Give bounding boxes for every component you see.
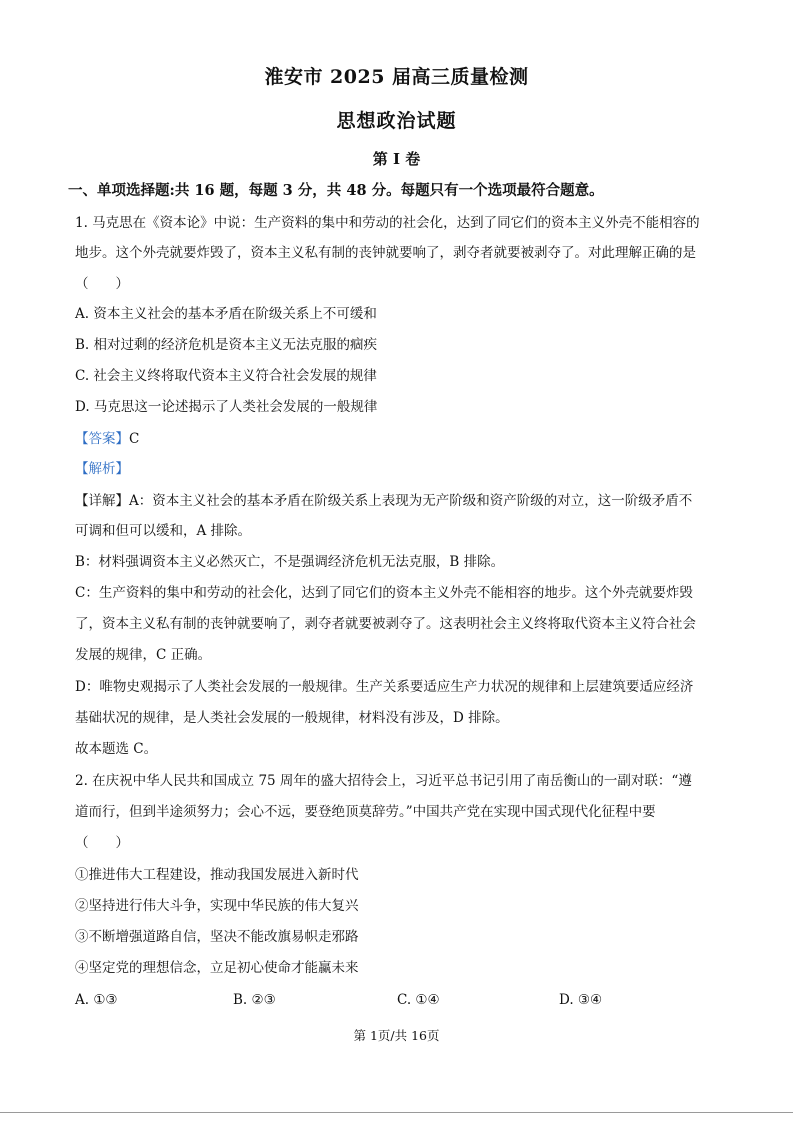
bottom-divider [0, 1112, 793, 1113]
q1-detail-a-line-1 [75, 492, 725, 510]
exam-title: 淮安市 2025 届高三质量检测 [264, 66, 529, 88]
q1-detail-c-line-3: 发展的规律，C 正确。 [75, 647, 212, 663]
q1-stem-line-2: 地步。这个外壳就要炸毁了，资本主义私有制的丧钟就要响了，剥夺者就要被剥夺了。对此理解正确的是 [75, 245, 696, 261]
q2-option-b: B. ②③ [233, 992, 276, 1008]
q1-option-a: A. 资本主义社会的基本矛盾在阶级关系上不可缓和 [75, 306, 377, 322]
q1-analysis-tag [75, 460, 725, 478]
answer-tag: 【答案】 [75, 431, 129, 447]
q1-answer [75, 430, 725, 448]
q2-stem-line-2: 道而行，但到半途须努力；会心不远，要登绝顶莫辞劳。”中国共产党在实现中国式现代化征程中要 [75, 804, 656, 820]
volume-label: 第 I 卷 [372, 150, 421, 168]
q2-stem-line-1: 2. 在庆祝中华人民共和国成立 75 周年的盛大招待会上，习近平总书记引用了南岳衡山的一副对联：“遵 [75, 773, 692, 789]
q2-option-d: D. ③④ [559, 992, 603, 1008]
answer-value: C [129, 431, 140, 447]
q2-item-2: ②坚持进行伟大斗争，实现中华民族的伟大复兴 [75, 898, 359, 914]
q1-detail-b: B：材料强调资本主义必然灭亡，不是强调经济危机无法克服，B 排除。 [75, 554, 505, 570]
analysis-tag: 【解析】 [75, 461, 129, 477]
q2-option-a: A. ①③ [75, 992, 118, 1008]
q2-item-4: ④坚定党的理想信念，立足初心使命才能赢未来 [75, 960, 359, 976]
q1-answer-paren: （ ） [75, 276, 129, 292]
section-heading: 一、单项选择题:共 16 题，每题 3 分，共 48 分。每题只有一个选项最符合题意。 [68, 182, 604, 199]
q1-detail-c-line-2: 了，资本主义私有制的丧钟就要响了，剥夺者就要被剥夺了。这表明社会主义终将取代资本主义符合社会 [75, 616, 696, 632]
q1-detail-d-line-1: D：唯物史观揭示了人类社会发展的一般规律。生产关系要适应生产力状况的规律和上层建筑要适应经济 [75, 679, 694, 695]
q1-detail-c-line-1: C：生产资料的集中和劳动的社会化，达到了同它们的资本主义外壳不能相容的地步。这个外壳就要炸毁 [75, 585, 693, 601]
q2-item-1: ①推进伟大工程建设，推动我国发展进入新时代 [75, 867, 359, 883]
q1-option-d: D. 马克思这一论述揭示了人类社会发展的一般规律 [75, 399, 378, 415]
q1-conclusion: 故本题选 C。 [75, 741, 158, 757]
q2-answer-paren: （ ） [75, 835, 129, 851]
q1-detail-a-line-2: 可调和但可以缓和，A 排除。 [75, 523, 252, 539]
page-number: 第 1页/共 16页 [353, 1028, 440, 1043]
q1-stem-line-1: 1. 马克思在《资本论》中说：生产资料的集中和劳动的社会化，达到了同它们的资本主义外壳不能相容的 [75, 215, 700, 231]
q2-option-c: C. ①④ [397, 992, 440, 1008]
subject-title: 思想政治试题 [336, 110, 457, 132]
q2-item-3: ③不断增强道路自信，坚决不能改旗易帜走邪路 [75, 929, 359, 945]
detail-a-text: A：资本主义社会的基本矛盾在阶级关系上表现为无产阶级和资产阶级的对立，这一阶级矛盾不 [129, 493, 693, 509]
q1-detail-d-line-2: 基础状况的规律，是人类社会发展的一般规律，材料没有涉及，D 排除。 [75, 710, 509, 726]
q1-option-c: C. 社会主义终将取代资本主义符合社会发展的规律 [75, 368, 377, 384]
q1-option-b: B. 相对过剩的经济危机是资本主义无法克服的痼疾 [75, 337, 378, 353]
detail-tag: 【详解】 [75, 493, 129, 509]
